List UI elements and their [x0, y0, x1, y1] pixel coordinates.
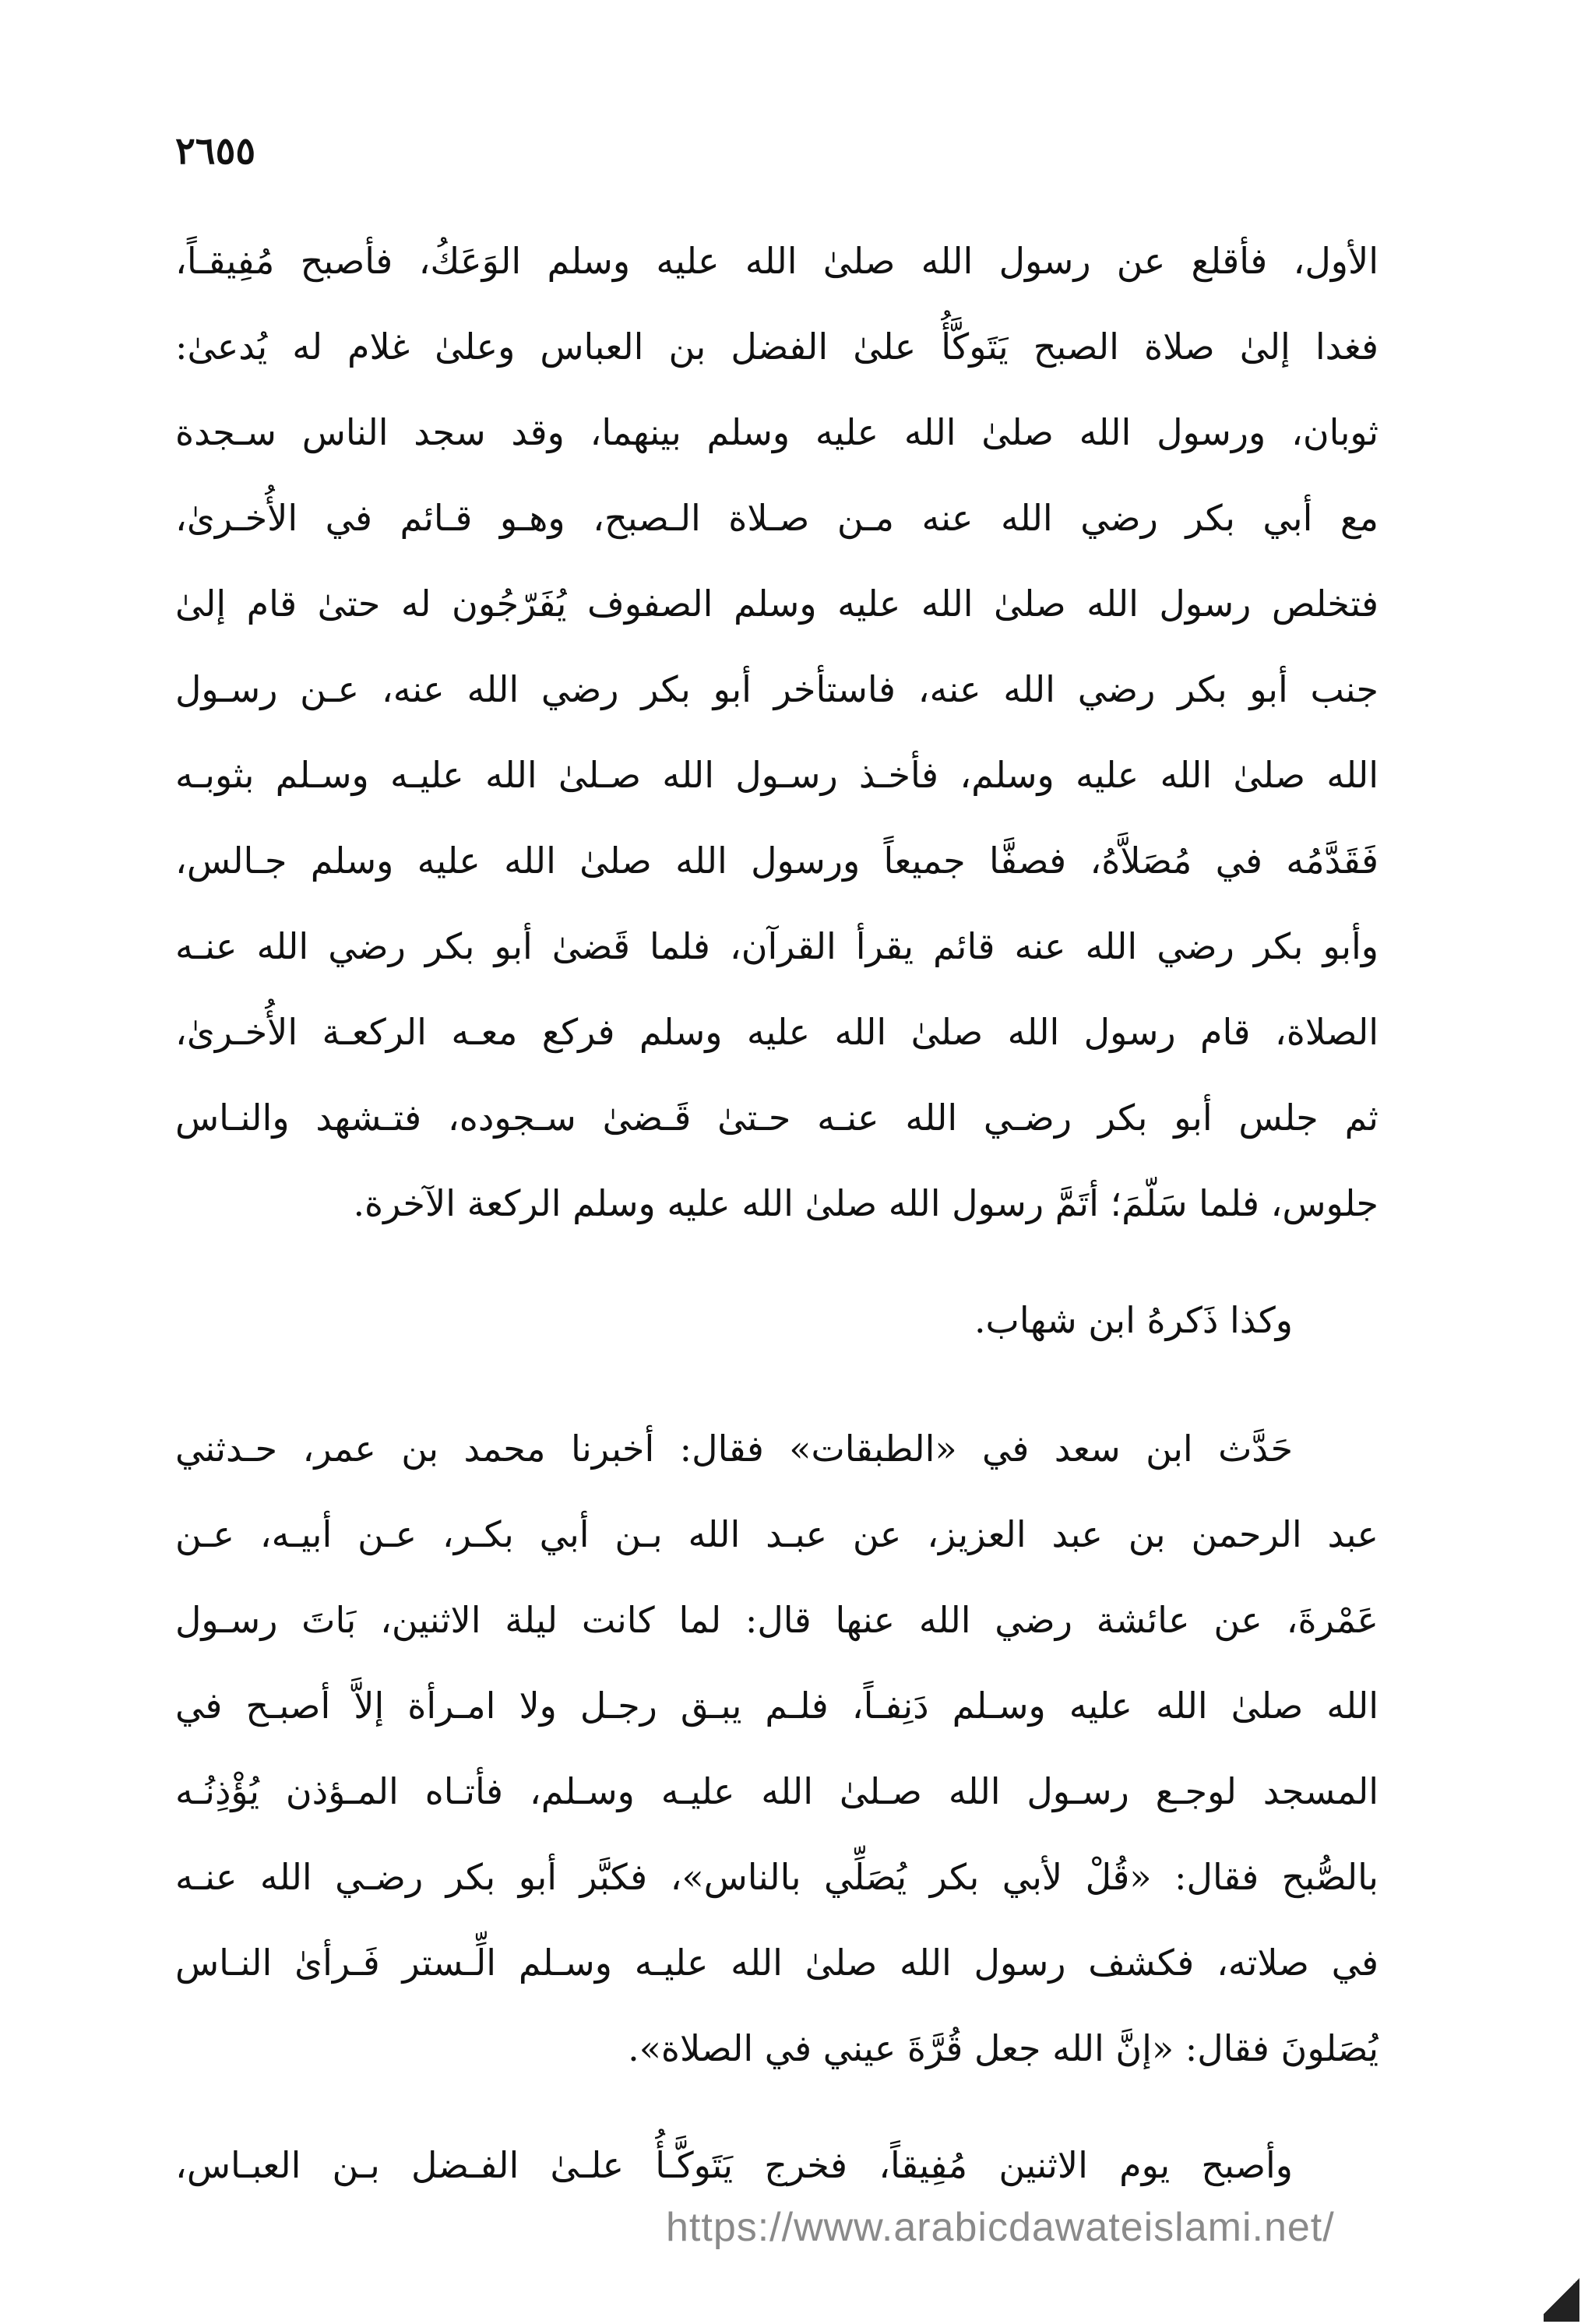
text-line: عبد الرحمن بن عبد العزيز، عن عبـد الله بـن أبي بكـر، عـن أبيـه، عـن	[175, 1513, 1379, 1555]
text-line: ثم جلس أبو بكر رضـي الله عنـه حـتىٰ قَـضىٰ سـجوده، فتـشهد والنـاس	[175, 1097, 1379, 1139]
paragraph-4	[175, 2122, 1379, 2208]
text-line: وأبو بكر رضي الله عنه قائم يقرأ القرآن، فلما قَضىٰ أبو بكر رضي الله عنـه	[175, 925, 1379, 967]
text-line: الله صلىٰ الله عليه وسلم، فأخـذ رسـول الله صـلىٰ الله عليـه وسـلم بثوبـه	[175, 754, 1379, 796]
text-line: وكذا ذَكرهُ ابن شهاب.	[974, 1299, 1293, 1341]
page-corner-mark	[1544, 2270, 1579, 2322]
page-number: ٢٦٥٥	[175, 129, 256, 173]
text-line: وأصبح يوم الاثنين مُفِيقاً، فخرج يَتَوكَّـأُ علـىٰ الفـضل بـن العبـاس،	[175, 2144, 1293, 2186]
text-line: مع أبي بكر رضي الله عنه مـن صـلاة الـصبح، وهـو قـائم في الأُخـرىٰ،	[175, 497, 1379, 539]
text-line: جلوس، فلما سَلّمَ؛ أتَمَّ رسول الله صلىٰ الله عليه وسلم الركعة الآخرة.	[353, 1182, 1379, 1224]
text-line: بالصُّبح فقال: «قُلْ لأبي بكر يُصَلِّي بالناس»، فكبَّر أبو بكر رضـي الله عنـه	[175, 1856, 1379, 1898]
text-line: فَقَدَّمُه في مُصَلاَّهُ، فصفَّا جميعاً ورسول الله صلىٰ الله عليه وسلم جـالس،	[175, 840, 1379, 882]
text-line: فتخلص رسول الله صلىٰ الله عليه وسلم الصفوف يُفَرّجُون له حتىٰ قام إلىٰ	[175, 583, 1379, 625]
text-line: ثوبان، ورسول الله صلىٰ الله عليه وسلم بينهما، وقد سجد الناس سـجدة	[175, 411, 1379, 453]
paragraph-2	[175, 1277, 1379, 1363]
text-line: عَمْرةَ، عن عائشة رضي الله عنها قال: لما كانت ليلة الاثنين، بَاتَ رسـول	[175, 1599, 1379, 1641]
text-line: فغدا إلىٰ صلاة الصبح يَتَوكَّأُ علىٰ الفضل بن العباس وعلىٰ غلام له يُدعىٰ:	[175, 326, 1379, 368]
text-line: حَدَّث ابن سعد في «الطبقات» فقال: أخبرنا محمد بن عمر، حـدثني	[175, 1428, 1293, 1470]
paragraph-3	[175, 1406, 1379, 2091]
text-line: الصلاة، قام رسول الله صلىٰ الله عليه وسلم فركع معـه الركعـة الأُخـرىٰ،	[175, 1011, 1379, 1053]
text-line: المسجد لوجـع رسـول الله صـلىٰ الله عليـه وسـلم، فأتـاه المـؤذن يُؤْذِنُـه	[175, 1770, 1379, 1812]
text-line: الله صلىٰ الله عليه وسـلم دَنِفـاً، فلـم يبـق رجـل ولا امـرأة إلاَّ أصبـح في	[175, 1685, 1379, 1727]
paragraph-1	[175, 218, 1379, 1246]
body-text	[175, 218, 1379, 2208]
text-line: جنب أبو بكر رضي الله عنه، فاستأخر أبو بكر رضي الله عنه، عـن رسـول	[175, 668, 1379, 710]
text-line: في صلاته، فكشف رسول الله صلىٰ الله عليـه وسـلم الِّـستر فَـرأىٰ النـاس	[175, 1942, 1379, 1984]
text-line: يُصَلونَ فقال: «إنَّ الله جعل قُرَّةَ عيني في الصلاة».	[628, 2027, 1379, 2069]
text-line: الأول، فأقلع عن رسول الله صلىٰ الله عليه وسلم الوَعَكُ، فأصبح مُفِيقـاً،	[175, 240, 1379, 282]
watermark-url: https://www.arabicdawateislami.net/	[666, 2205, 1335, 2250]
